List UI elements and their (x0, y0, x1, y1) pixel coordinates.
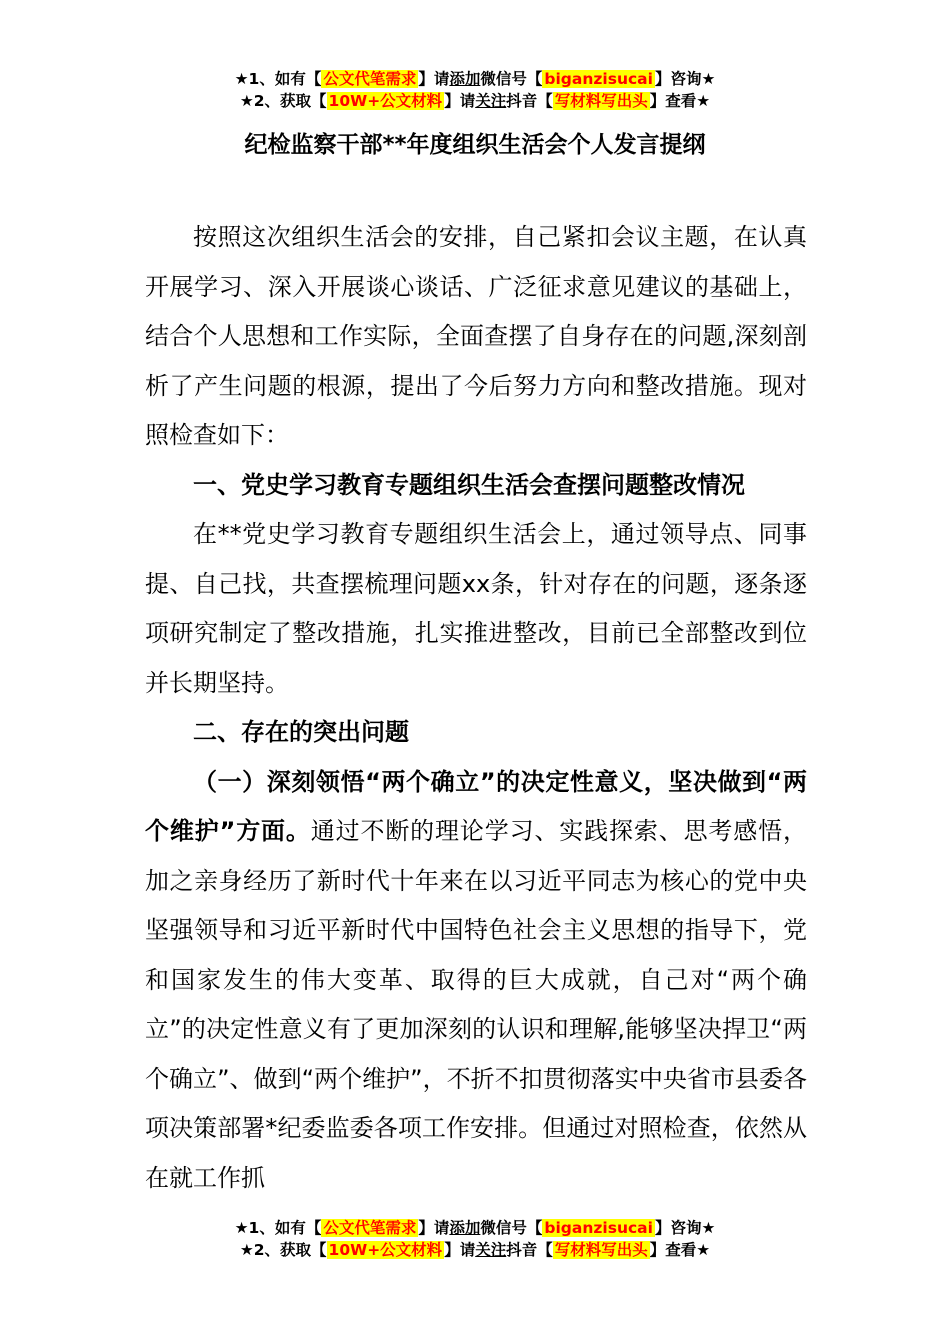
promo-text: 】查看★ (649, 1241, 711, 1259)
promo-highlight: 公文代笔需求 (323, 70, 417, 88)
document-title: 纪检监察干部**年度组织生活会个人发言提纲 (244, 132, 706, 158)
promo-highlight: 写材料写出头 (554, 92, 648, 110)
section-heading-2: 二、存在的突出问题 (193, 718, 409, 746)
promo-text: 】请 (444, 92, 476, 110)
promo-highlight: biganzisucai (544, 1219, 653, 1237)
promo-banner-top (0, 68, 950, 112)
promo-underlined: 添加 (449, 70, 481, 88)
promo-highlight: biganzisucai (544, 70, 653, 88)
promo-text: 抖音【 (506, 92, 553, 110)
promo-text: ★2、获取【 (239, 92, 327, 110)
promo-text: 】查看★ (649, 92, 711, 110)
subsection-1-paragraph (145, 758, 807, 1204)
section-1-paragraph: 在**党史学习教育专题组织生活会上，通过领导点、同事提、自己找，共查摆梳理问题xx条，针对存在的问题，逐条逐项研究制定了整改措施，扎实推进整改，目前已全部整改到位并长期坚持。 (145, 520, 807, 697)
promo-text: ★1、如有【 (234, 70, 322, 88)
document-body (145, 213, 807, 1203)
promo-highlight: 写材料写出头 (554, 1241, 648, 1259)
promo-underlined: 关注 (475, 1241, 507, 1259)
promo-highlight: 公文代笔需求 (323, 1219, 417, 1237)
section-heading-1: 一、党史学习教育专题组织生活会查摆问题整改情况 (193, 470, 745, 499)
promo-line-2 (0, 90, 950, 112)
promo-text: 】请 (418, 70, 450, 88)
promo-line-2 (0, 1239, 950, 1261)
promo-text: 】请 (444, 1241, 476, 1259)
promo-line-1 (0, 68, 950, 90)
promo-underlined: 关注 (475, 92, 507, 110)
subsection-1-text: 通过不断的理论学习、实践探索、思考感悟，加之亲身经历了新时代十年来在以习近平同志为核心的党中央坚强领导和习近平新时代中国特色社会主义思想的指导下，党和国家发生的伟大变革、取得的巨大成就，自己对“两个确立”的决定性意义有了更加深刻的认识和理解,能够坚决捍卫“两个确立”、做到“两个维护”，不折不扣贯彻落实中央省市县委各项决策部署*纪委监委各项工作安排。但通过对照检查，依然从在就工作抓 (145, 817, 808, 1192)
promo-text: ★2、获取【 (239, 1241, 327, 1259)
promo-text: 微信号【 (480, 1219, 543, 1237)
intro-paragraph: 按照这次组织生活会的安排，自己紧扣会议主题，在认真开展学习、深入开展谈心谈话、广泛征求意见建议的基础上，结合个人思想和工作实际，全面查摆了自身存在的问题,深刻剖析了产生问题的根源，提出了今后努力方向和整改措施。现对照检查如下： (145, 223, 807, 449)
promo-text: 抖音【 (506, 1241, 553, 1259)
promo-text: ★1、如有【 (234, 1219, 322, 1237)
promo-text: 】咨询★ (654, 70, 716, 88)
promo-highlight: 10W+公文材料 (328, 92, 443, 110)
promo-text: 】咨询★ (654, 1219, 716, 1237)
promo-banner-bottom (0, 1217, 950, 1261)
promo-underlined: 添加 (449, 1219, 481, 1237)
promo-line-1 (0, 1217, 950, 1239)
subsection-1-heading: （一）深刻领悟“两个确立”的决定性意义，坚决做到“两个维护”方面。 (145, 767, 807, 845)
promo-text: 微信号【 (480, 70, 543, 88)
promo-highlight: 10W+公文材料 (328, 1241, 443, 1259)
promo-text: 】请 (418, 1219, 450, 1237)
